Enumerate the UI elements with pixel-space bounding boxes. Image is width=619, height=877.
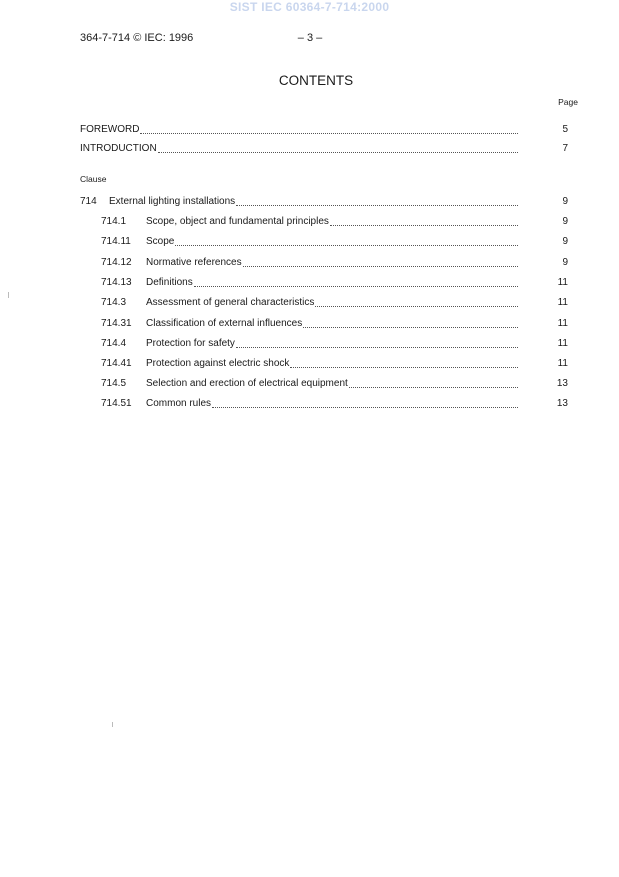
toc-entry-introduction[interactable] [80, 142, 568, 156]
toc-entry-title: Protection for safety [146, 338, 235, 349]
toc-entry-title: Assessment of general characteristics [146, 297, 315, 308]
dot-leader [349, 387, 518, 388]
dot-leader [315, 306, 518, 307]
page-number: – 3 – [297, 32, 323, 44]
dot-leader [243, 266, 518, 267]
toc-entry-title: Scope [146, 236, 175, 247]
toc-entry-number: 714.11 [101, 236, 131, 247]
toc-entry-number: 714.1 [101, 216, 127, 227]
toc-entry-page: 11 [557, 358, 568, 369]
toc-entry-foreword[interactable] [80, 123, 568, 137]
toc-entry-page: 11 [557, 338, 568, 349]
dot-leader [140, 133, 518, 134]
toc-entry-title: INTRODUCTION [80, 143, 157, 154]
toc-entry-page: 9 [562, 196, 568, 207]
dot-leader [290, 367, 518, 368]
toc-entry-number: 714.4 [101, 338, 127, 349]
scan-mark [8, 292, 9, 298]
toc-entry-number: 714.51 [101, 398, 132, 409]
toc-entry-page: 13 [556, 378, 568, 389]
dot-leader [158, 152, 518, 153]
toc-entry-page: 11 [557, 297, 568, 308]
toc-entry-page: 11 [557, 318, 568, 329]
scan-mark [112, 722, 113, 727]
toc-entry-title: FOREWORD [80, 124, 140, 135]
toc-entry[interactable] [101, 377, 568, 391]
page-title: CONTENTS [278, 73, 354, 88]
toc-entry[interactable] [101, 256, 568, 270]
toc-entry[interactable] [101, 276, 568, 290]
toc-entry-number: 714 [80, 196, 97, 207]
toc-entry-title: Scope, object and fundamental principles [146, 216, 329, 227]
toc-entry[interactable] [80, 195, 568, 209]
dot-leader [236, 205, 518, 206]
toc-entry-number: 714.12 [101, 257, 132, 268]
toc-entry[interactable] [101, 235, 568, 249]
toc-entry[interactable] [101, 337, 568, 351]
dot-leader [330, 225, 518, 226]
toc-entry-page: 11 [557, 277, 568, 288]
toc-entry[interactable] [101, 397, 568, 411]
toc-entry-title: Protection against electric shock [146, 358, 290, 369]
toc-entry-number: 714.13 [101, 277, 132, 288]
toc-entry-page: 9 [562, 216, 568, 227]
watermark: SIST IEC 60364-7-714:2000 [229, 0, 390, 14]
dot-leader [212, 407, 518, 408]
document-reference: 364-7-714 © IEC: 1996 [80, 32, 194, 44]
dot-leader [236, 347, 518, 348]
clause-column-label: Clause [80, 174, 107, 184]
toc-entry-page: 5 [562, 124, 568, 135]
toc-entry[interactable] [101, 357, 568, 371]
toc-entry-title: Common rules [146, 398, 212, 409]
toc-entry-title: Definitions [146, 277, 193, 288]
toc-entry-number: 714.5 [101, 378, 127, 389]
dot-leader [194, 286, 518, 287]
toc-entry-title: Normative references [146, 257, 242, 268]
toc-entry[interactable] [101, 317, 568, 331]
toc-entry-page: 7 [562, 143, 568, 154]
toc-entry-title: External lighting installations [109, 196, 236, 207]
toc-entry-title: Classification of external influences [146, 318, 303, 329]
toc-entry[interactable] [101, 215, 568, 229]
toc-entry-page: 9 [562, 257, 568, 268]
page-column-label: Page [558, 97, 578, 107]
toc-entry-page: 13 [556, 398, 568, 409]
toc-entry-page: 9 [562, 236, 568, 247]
dot-leader [175, 245, 518, 246]
dot-leader [303, 327, 518, 328]
toc-entry-number: 714.3 [101, 297, 127, 308]
toc-entry-number: 714.41 [101, 358, 132, 369]
toc-entry-title: Selection and erection of electrical equipment [146, 378, 348, 389]
toc-entry[interactable] [101, 296, 568, 310]
toc-entry-number: 714.31 [101, 318, 132, 329]
